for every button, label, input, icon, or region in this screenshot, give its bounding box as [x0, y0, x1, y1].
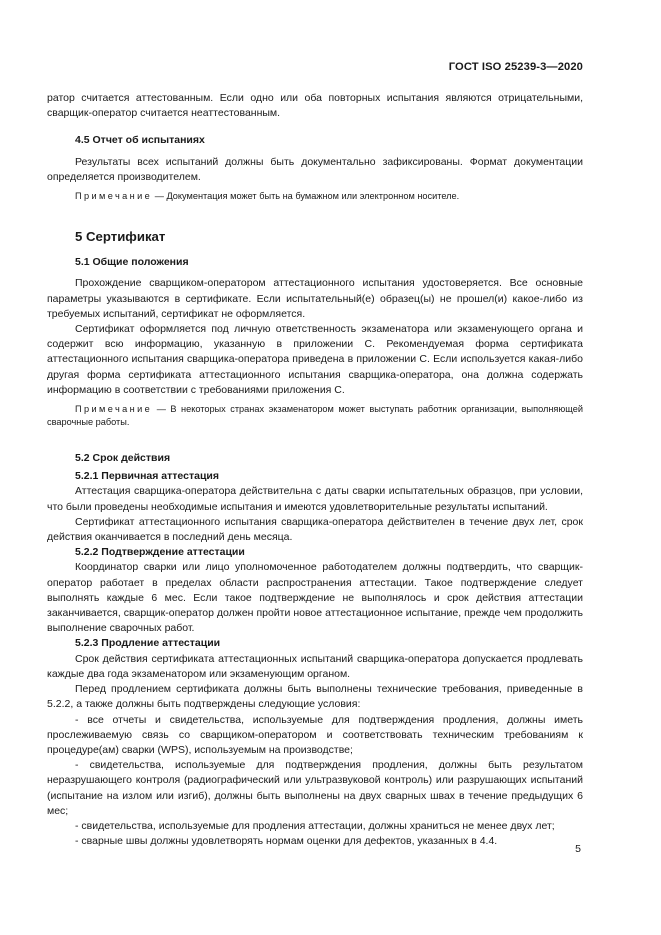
- note-2: [47, 403, 583, 429]
- page-number: 5: [575, 843, 581, 855]
- heading-5-2-2: 5.2.2 Подтверждение аттестации: [75, 546, 245, 559]
- note-1-label: Примечание: [75, 191, 153, 202]
- paragraph-4-5: Результаты всех испытаний должны быть документально зафиксированы. Формат документации определяется производителем.: [47, 155, 583, 183]
- paragraph-5-1-b: Сертификат оформляется под личную ответственность экзаменатора или экзаменующего органа и содержит всю информацию, указанную в приложении С. Рекомендуемая форма сертификата аттестационного испытания сварщика-оператора приведена в приложении С. Если используется какая-либо другая форма сертификата аттестационного испытания сварщика-оператора, она должна содержать информацию в соответствии с требованиями приложения С.: [47, 323, 583, 396]
- list-item-2: - свидетельства, используемые для подтверждения продления, должны быть результатом неразрушающего контроля (радиографический или ультразвуковой контроль) или разрушающих испытаний (испытание на излом или изгиб), должны быть выполнены на двух сварных швах в течение предыдущих 6 мес;: [47, 759, 583, 817]
- list-item-1: - все отчеты и свидетельства, используемые для подтверждения продления, должны иметь прослеживаемую связь со сварщиком-оператором и соответствовать техническим требованиям к процедуре(ам) сварки (WPS), используемым на производстве;: [47, 713, 583, 756]
- heading-5-2-3: 5.2.3 Продление аттестации: [75, 637, 221, 650]
- note-2-label: Примечание: [75, 404, 153, 415]
- note-1: [47, 190, 583, 203]
- note-1-text: — Документация может быть на бумажном или электронном носителе.: [152, 191, 460, 202]
- paragraph-5-2-3-b: Перед продлением сертификата должны быть выполнены технические требования, приведенные в 5.2.2, а также должны быть подтверждены следующие условия:: [47, 683, 583, 711]
- list-item-4: - сварные швы должны удовлетворять нормам оценки для дефектов, указанных в 4.4.: [75, 835, 498, 848]
- heading-4-5: 4.5 Отчет об испытаниях: [75, 134, 205, 147]
- heading-5: 5 Сертификат: [75, 229, 166, 245]
- document-id: ГОСТ ISO 25239-3—2020: [448, 61, 583, 73]
- heading-5-1: 5.1 Общие положения: [75, 256, 189, 269]
- paragraph-5-2-1-a: Аттестация сварщика-оператора действительна с даты сварки испытательных образцов, при условии, что были проведены необходимые испытания и имеются удовлетворительные результаты испытаний.: [47, 485, 583, 513]
- note-2-text: — В некоторых странах экзаменатором может выступать работник организации, выполняющей сварочные работы.: [47, 404, 583, 428]
- heading-5-2-1: 5.2.1 Первичная аттестация: [75, 470, 219, 483]
- list-item-3: - свидетельства, используемые для продления аттестации, должны храниться не менее двух лет;: [75, 819, 555, 832]
- paragraph-5-2-3-a: Срок действия сертификата аттестационных испытаний сварщика-оператора допускается продлевать каждые два года экзаменатором или экзаменующим органом.: [47, 652, 583, 680]
- document-body: [47, 91, 583, 849]
- paragraph-5-2-2: Координатор сварки или лицо уполномоченное работодателем должны подтвердить, что сварщик-оператор работает в пределах области распространения аттестации. Такое подтверждение следует выполнять каждые 6 мес. Если такое подтверждение не выполнялось и срок действия аттестации заканчивается, сварщик-оператор должен пройти новое аттестационное испытание, прежде чем продолжить выполнение сварочных работ.: [47, 561, 583, 635]
- paragraph-5-1-a: Прохождение сварщиком-оператором аттестационного испытания удостоверяется. Все основные параметры указываются в сертификате. Если испытательный(е) образец(ы) не прошел(и) какое-либо из требуемых испытаний, сертификат не оформляется.: [47, 277, 583, 320]
- paragraph-continued: ратор считается аттестованным. Если одно или оба повторных испытания являются отрицательными, сварщик-оператор считается неаттестованным.: [47, 92, 583, 120]
- heading-5-2: 5.2 Срок действия: [75, 452, 171, 465]
- paragraph-5-2-1-b: Сертификат аттестационного испытания сварщика-оператора действителен в течение двух лет, срок действия оканчивается в последний день месяца.: [47, 515, 583, 544]
